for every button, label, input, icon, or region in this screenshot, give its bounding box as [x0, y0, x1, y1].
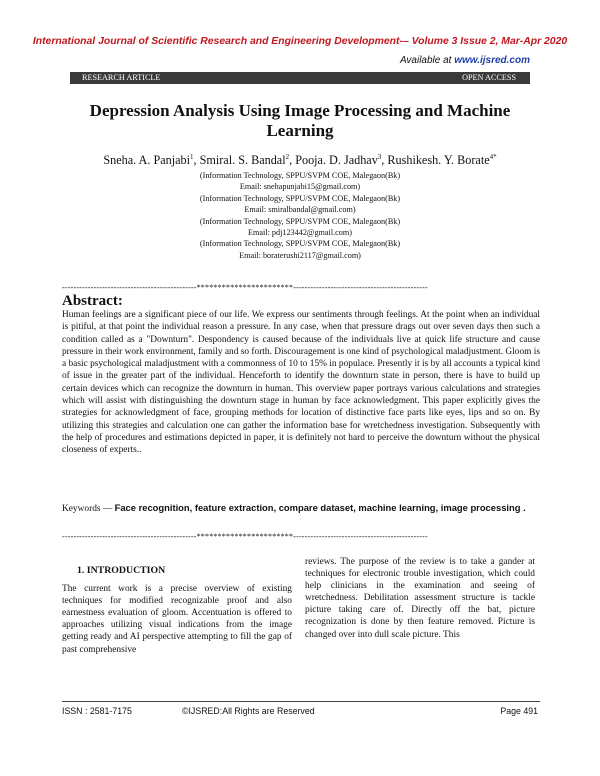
journal-url-link[interactable]: www.ijsred.com — [454, 55, 530, 66]
availability-line — [400, 55, 530, 66]
available-prefix: Available at — [399, 55, 455, 66]
author-separator: , — [381, 153, 388, 168]
keywords — [62, 502, 540, 515]
affiliation-email: Email: snehapunjabi15@gmail.com) — [239, 182, 361, 192]
affiliation-institution: (Information Technology, SPPU/SVPM COE, Malegaon(Bk) — [199, 239, 401, 249]
abstract-heading: Abstract: — [62, 293, 123, 309]
footer-divider — [62, 701, 540, 702]
affiliation-email: Email: boraterushi2117@gmail.com) — [239, 250, 361, 260]
intro-text-left: The current work is a precise overview of existing techniques for modified recognizable proof and also earnestness evaluation of gloom. Accentuation is offered to approaches utilizing visual indications from the image getting ready and AI perspective attempting to fill the gap of past comprehensive — [62, 584, 292, 655]
section-heading: 1. INTRODUCTION — [77, 565, 166, 576]
separator-top: -----------------------------------------------***********************----------------------------------------------- — [62, 283, 428, 292]
intro-column-right — [305, 556, 535, 641]
footer-page-number: Page 491 — [500, 706, 538, 716]
keywords-text: Face recognition, feature extraction, compare dataset, machine learning, image processing . — [114, 502, 526, 513]
affiliation-institution: (Information Technology, SPPU/SVPM COE, Malegaon(Bk) — [199, 171, 401, 180]
journal-header: International Journal of Scientific Research and Engineering Development-– Volume 3 Issue 2, Mar-Apr 2020 — [32, 36, 568, 47]
author-separator: , — [193, 153, 200, 168]
author-name: Rushikesh. Y. Borate — [387, 153, 490, 168]
author-name: Pooja. D. Jadhav — [295, 153, 378, 168]
intro-column-left — [62, 565, 292, 656]
affiliations — [100, 170, 500, 261]
affiliation-institution: (Information Technology, SPPU/SVPM COE, Malegaon(Bk) — [199, 216, 401, 226]
author-name: Sneha. A. Panjabi — [103, 153, 191, 168]
footer-rights: ©IJSRED:All Rights are Reserved — [182, 706, 315, 716]
article-type-label: RESEARCH ARTICLE — [82, 73, 161, 82]
abstract-text: Human feelings are a significant piece of our life. We express our sentiments through feelings. At the point when an individual is pitiful, at that point the individual reason a pressure. In any case, when that pressure drags out over seven days then such a condition called as a "Downturn". Despondency is caused because of the individuals live at quick life structure and cause pressure in their work environment, family and so forth. Discouragement is one kind of psychological maladjustment. Gloom is a basic psychological maladjustment with a commonness of 10 to 15% in populace. Presently it is by all accounts a typical kind of issue in the greater part of the individual. Henceforth to identify the downturn state in person, there is have to build up certain devices which can recognize the downturn in human. This overview paper portrays various calculations and strategies which will assist with distinguishing the downturn stage in human by face acknowledgment. This paper explicitly gives the strategies for acknowledgment of face, grouping methods for location of distinctive face parts like eyes, lips and so on. By utilizing this strategies and calculation one can gather the information base for wretchedness investigation. Subsequently with the help of procedures and estimations depicted in paper, it is definitely not hard to perceive the downturn without the physical closeness of experts.. — [62, 310, 540, 456]
author-index: 3 — [377, 153, 382, 161]
author-index: 1 — [190, 153, 194, 161]
author-index: 4* — [489, 153, 497, 161]
affiliation-institution: (Information Technology, SPPU/SVPM COE, Malegaon(Bk) — [199, 193, 401, 203]
author-separator: , — [289, 153, 296, 168]
intro-text-right: reviews. The purpose of the review is to take a gander at techniques for electronic trouble investigation, which could help clinicians in the examination and seeing of wretchedness. Debilitation assessment structure is tackle picture taking care of. Directly off the bat, picture recognization is done by then feature removed. Picture is changed over into dull scale picture. This — [305, 557, 535, 640]
separator-bottom: -----------------------------------------------***********************----------------------------------------------- — [62, 532, 428, 541]
affiliation-email: Email: pdj123442@gmail.com) — [248, 228, 352, 238]
keywords-label: Keywords — — [62, 504, 115, 514]
paper-title: Depression Analysis Using Image Processing and Machine Learning — [89, 101, 511, 140]
article-type-bar — [70, 72, 530, 84]
author-index: 2 — [285, 153, 290, 161]
open-access-label: OPEN ACCESS — [462, 73, 516, 82]
author-list — [40, 153, 560, 168]
author-name: Smiral. S. Bandal — [199, 153, 286, 168]
affiliation-email: Email: smiralbandal@gmail.com) — [244, 205, 356, 215]
footer-issn: ISSN : 2581-7175 — [62, 706, 132, 716]
